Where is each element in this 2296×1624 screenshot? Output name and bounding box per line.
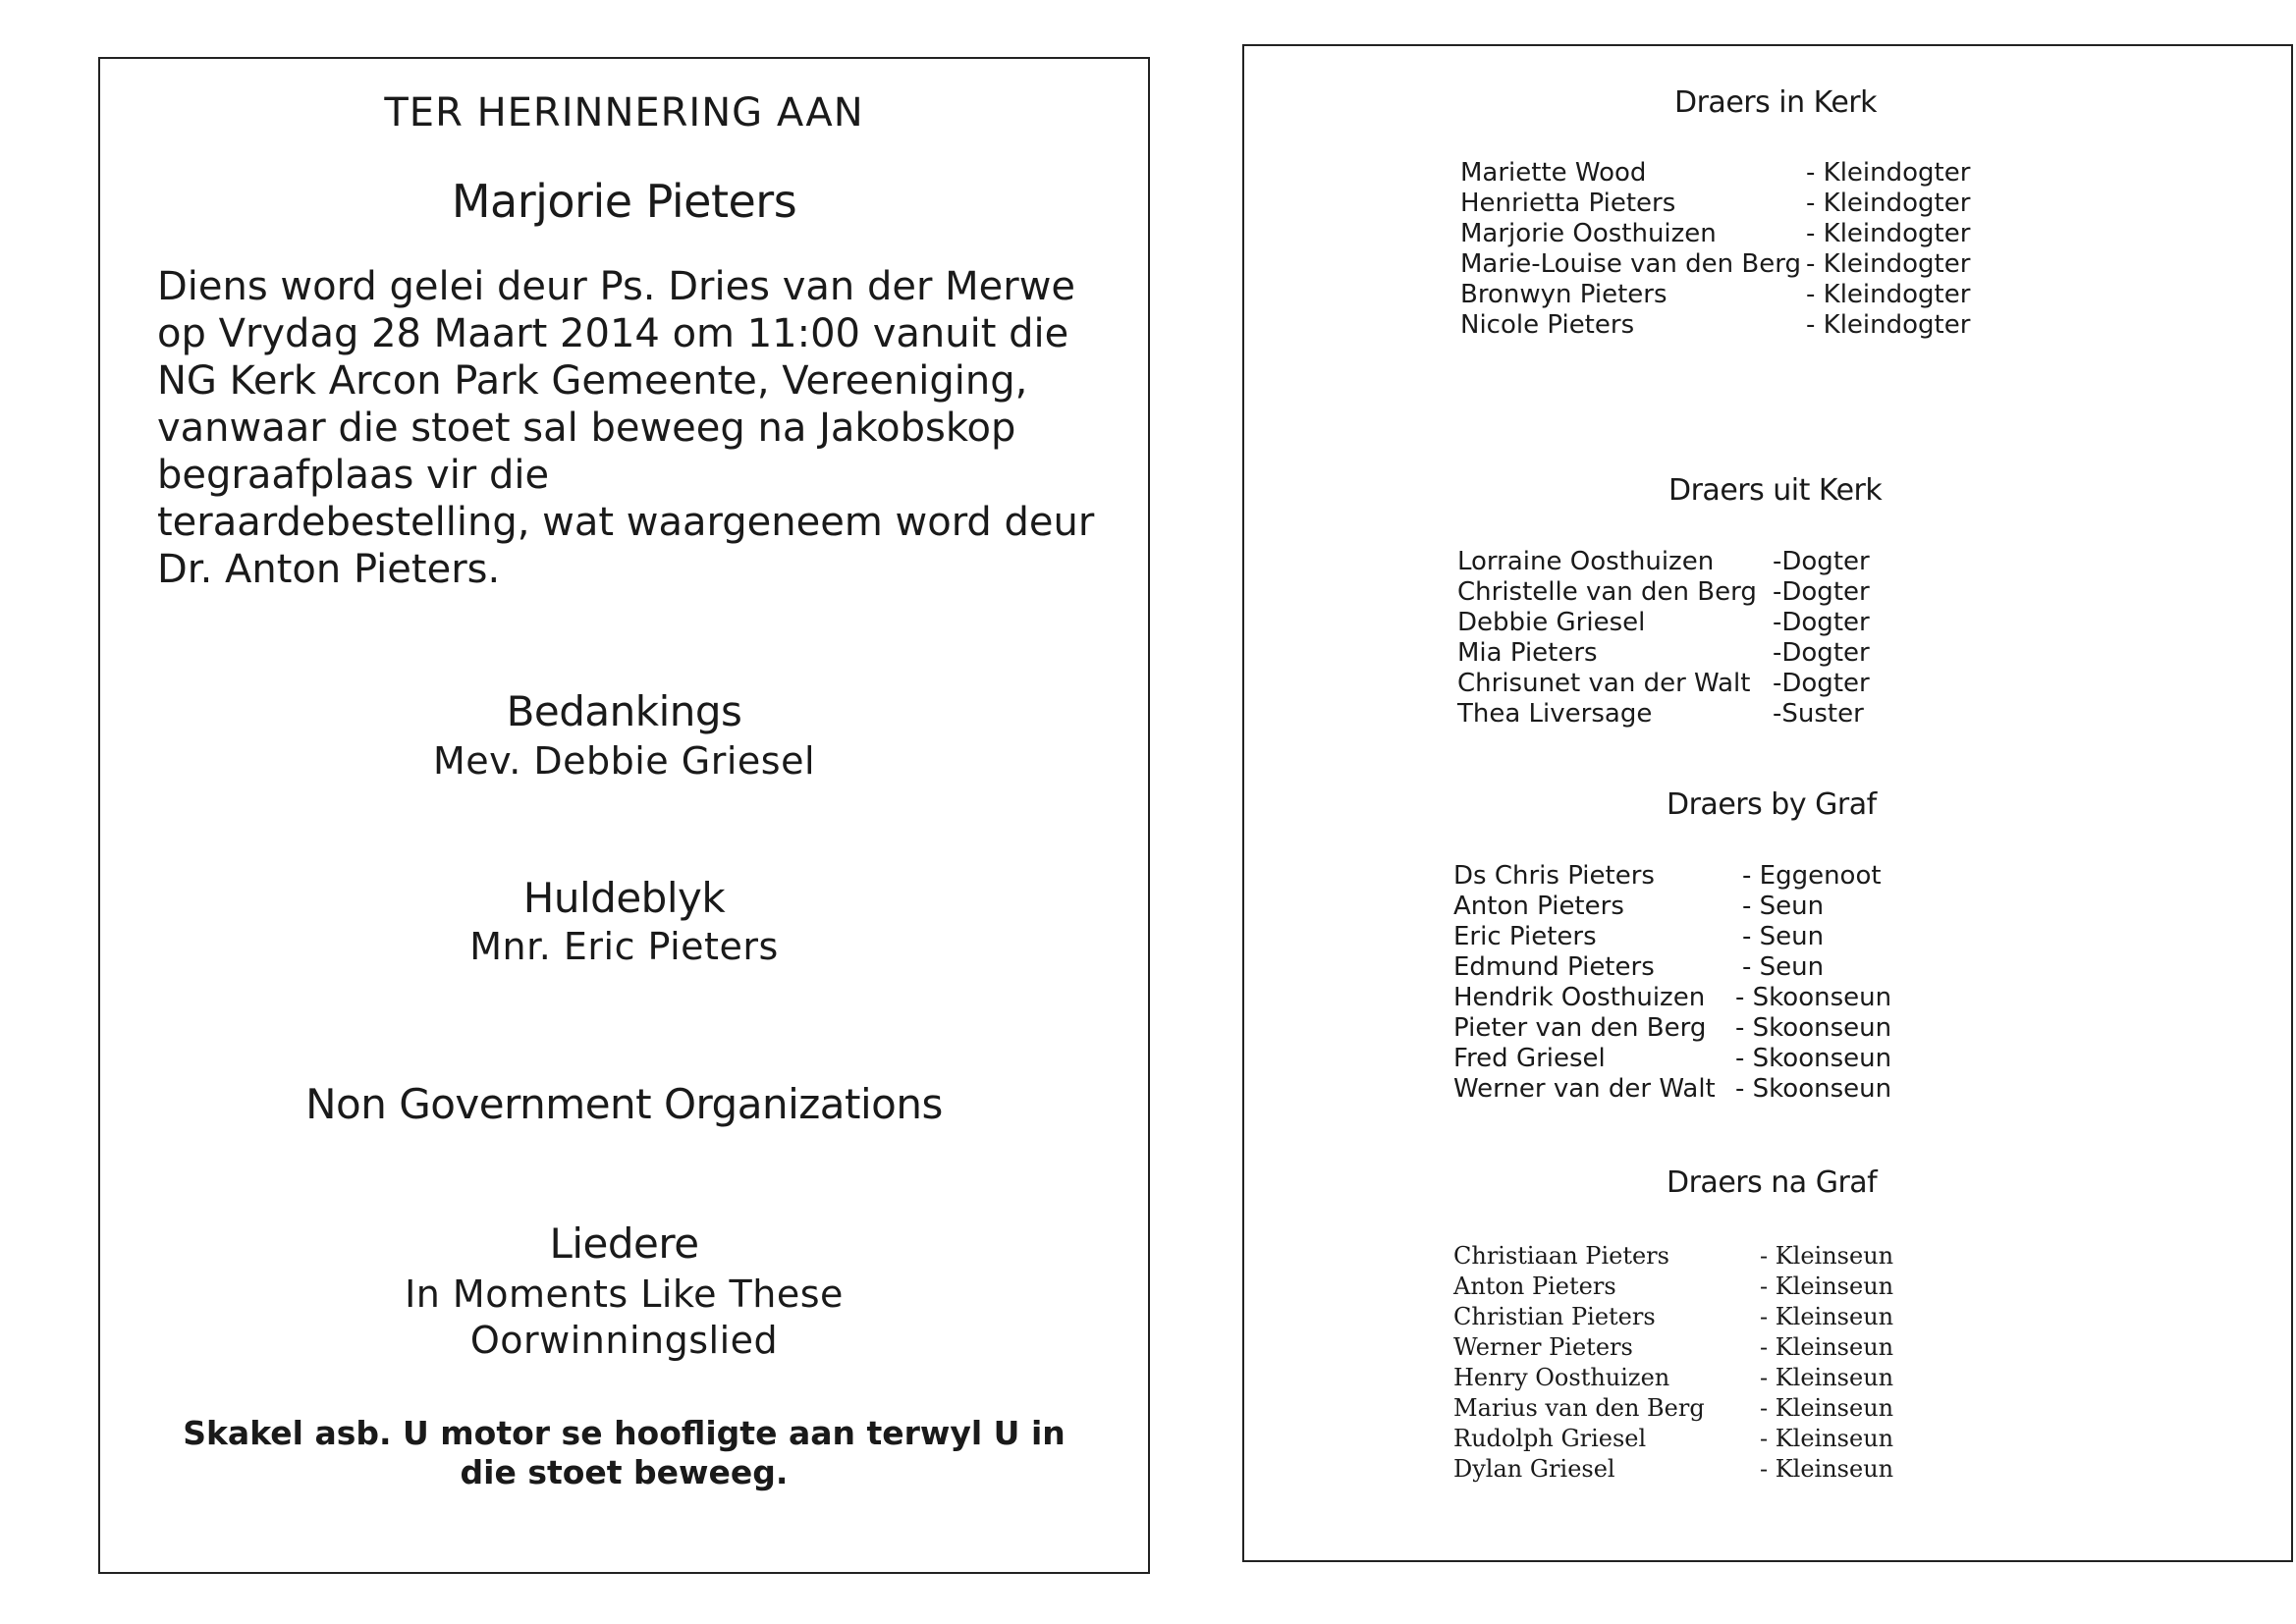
- bearer-name: Christiaan Pieters: [1453, 1242, 1669, 1270]
- bearer-name: Mia Pieters: [1457, 638, 1598, 668]
- bearer-role: -Dogter: [1773, 577, 1870, 607]
- huldeblyk-heading: Huldeblyk: [522, 874, 726, 922]
- service-line: vanwaar die stoet sal beweeg na Jakobskop: [157, 406, 1016, 451]
- bearer-name: Bronwyn Pieters: [1460, 280, 1667, 309]
- bearer-name: Christelle van den Berg: [1457, 577, 1757, 607]
- bearer-role: - Seun: [1742, 892, 1825, 921]
- left-page: [98, 57, 1150, 1574]
- bearer-name: Mariette Wood: [1460, 158, 1647, 188]
- bearer-name: Fred Griesel: [1453, 1044, 1606, 1073]
- bearer-role: - Kleindogter: [1806, 249, 1971, 279]
- bearer-role: -Dogter: [1773, 638, 1870, 668]
- bedankings-person: Mev. Debbie Griesel: [433, 739, 815, 783]
- memorial-heading: TER HERINNERING AAN: [384, 90, 864, 135]
- group-title-draers-na-graf: Draers na Graf: [1667, 1165, 1878, 1200]
- group-title-draers-by-graf: Draers by Graf: [1667, 787, 1877, 822]
- service-line: NG Kerk Arcon Park Gemeente, Vereeniging,: [157, 358, 1028, 404]
- bearer-name: Thea Liversage: [1457, 699, 1653, 729]
- group-title-draers-in-kerk: Draers in Kerk: [1674, 85, 1878, 120]
- song-title: Oorwinningslied: [469, 1319, 779, 1362]
- bearer-role: - Kleinseun: [1760, 1364, 1894, 1391]
- service-details: [157, 263, 1139, 593]
- bearer-role: - Seun: [1742, 952, 1825, 982]
- notice-line: Skakel asb. U motor se hoofligte aan terwyl U in: [183, 1414, 1066, 1452]
- ngo-heading: Non Government Organizations: [305, 1080, 943, 1128]
- bearer-name: Christian Pieters: [1453, 1303, 1656, 1330]
- bearer-role: - Seun: [1742, 922, 1825, 951]
- bearer-role: - Eggenoot: [1742, 861, 1882, 891]
- service-line: Dr. Anton Pieters.: [157, 547, 501, 592]
- bearer-role: - Kleinseun: [1760, 1242, 1894, 1270]
- deceased-name: Marjorie Pieters: [451, 175, 797, 228]
- bearer-name: Ds Chris Pieters: [1453, 861, 1655, 891]
- service-line: teraardebestelling, wat waargeneem word deur: [157, 500, 1095, 545]
- bearer-role: - Kleindogter: [1806, 189, 1971, 218]
- bearer-role: - Kleindogter: [1806, 158, 1971, 188]
- bearer-role: - Kleindogter: [1806, 310, 1971, 340]
- service-line: begraafplaas vir die: [157, 453, 550, 498]
- bearer-name: Lorraine Oosthuizen: [1457, 547, 1715, 576]
- bearer-role: - Skoonseun: [1735, 1013, 1892, 1043]
- bearer-role: - Skoonseun: [1735, 1074, 1892, 1104]
- bearer-role: - Kleinseun: [1760, 1303, 1894, 1330]
- bearer-name: Marius van den Berg: [1453, 1394, 1705, 1422]
- bearer-role: - Kleinseun: [1760, 1425, 1894, 1452]
- bearer-name: Dylan Griesel: [1453, 1455, 1615, 1483]
- bearer-role: -Dogter: [1773, 547, 1870, 576]
- group-title-draers-uit-kerk: Draers uit Kerk: [1668, 473, 1883, 508]
- bearer-role: - Kleindogter: [1806, 280, 1971, 309]
- bearer-name: Debbie Griesel: [1457, 608, 1646, 637]
- bearer-name: Anton Pieters: [1453, 892, 1624, 921]
- bearer-name: Werner Pieters: [1453, 1333, 1633, 1361]
- song-title: In Moments Like These: [405, 1272, 844, 1316]
- bearer-role: - Kleinseun: [1760, 1272, 1894, 1300]
- bearer-name: Werner van der Walt: [1453, 1074, 1716, 1104]
- bearer-name: Anton Pieters: [1453, 1272, 1616, 1300]
- liedere-heading: Liedere: [549, 1219, 699, 1268]
- bearer-name: Chrisunet van der Walt: [1457, 669, 1751, 698]
- right-page: [1242, 44, 2293, 1562]
- bearer-role: - Kleinseun: [1760, 1394, 1894, 1422]
- bearer-name: Nicole Pieters: [1460, 310, 1635, 340]
- bearer-name: Pieter van den Berg: [1453, 1013, 1707, 1043]
- bearer-role: - Kleinseun: [1760, 1455, 1894, 1483]
- bearer-name: Marie-Louise van den Berg: [1460, 249, 1801, 279]
- bearer-role: - Kleinseun: [1760, 1333, 1894, 1361]
- service-line: Diens word gelei deur Ps. Dries van der Merwe: [157, 264, 1076, 309]
- headlights-notice: [100, 1414, 1148, 1492]
- bearer-role: -Dogter: [1773, 608, 1870, 637]
- bearer-role: - Skoonseun: [1735, 1044, 1892, 1073]
- bearer-name: Marjorie Oosthuizen: [1460, 219, 1717, 248]
- bearer-name: Henrietta Pieters: [1460, 189, 1676, 218]
- bedankings-heading: Bedankings: [506, 687, 742, 735]
- bearer-name: Eric Pieters: [1453, 922, 1597, 951]
- notice-line: die stoet beweeg.: [460, 1453, 789, 1491]
- bearer-role: -Suster: [1773, 699, 1864, 729]
- bearer-name: Henry Oosthuizen: [1453, 1364, 1670, 1391]
- bearer-role: -Dogter: [1773, 669, 1870, 698]
- bearer-role: - Kleindogter: [1806, 219, 1971, 248]
- bearer-name: Rudolph Griesel: [1453, 1425, 1647, 1452]
- bearer-role: - Skoonseun: [1735, 983, 1892, 1012]
- huldeblyk-person: Mnr. Eric Pieters: [469, 925, 779, 968]
- service-line: op Vrydag 28 Maart 2014 om 11:00 vanuit die: [157, 311, 1069, 356]
- bearer-name: Edmund Pieters: [1453, 952, 1655, 982]
- bearer-name: Hendrik Oosthuizen: [1453, 983, 1706, 1012]
